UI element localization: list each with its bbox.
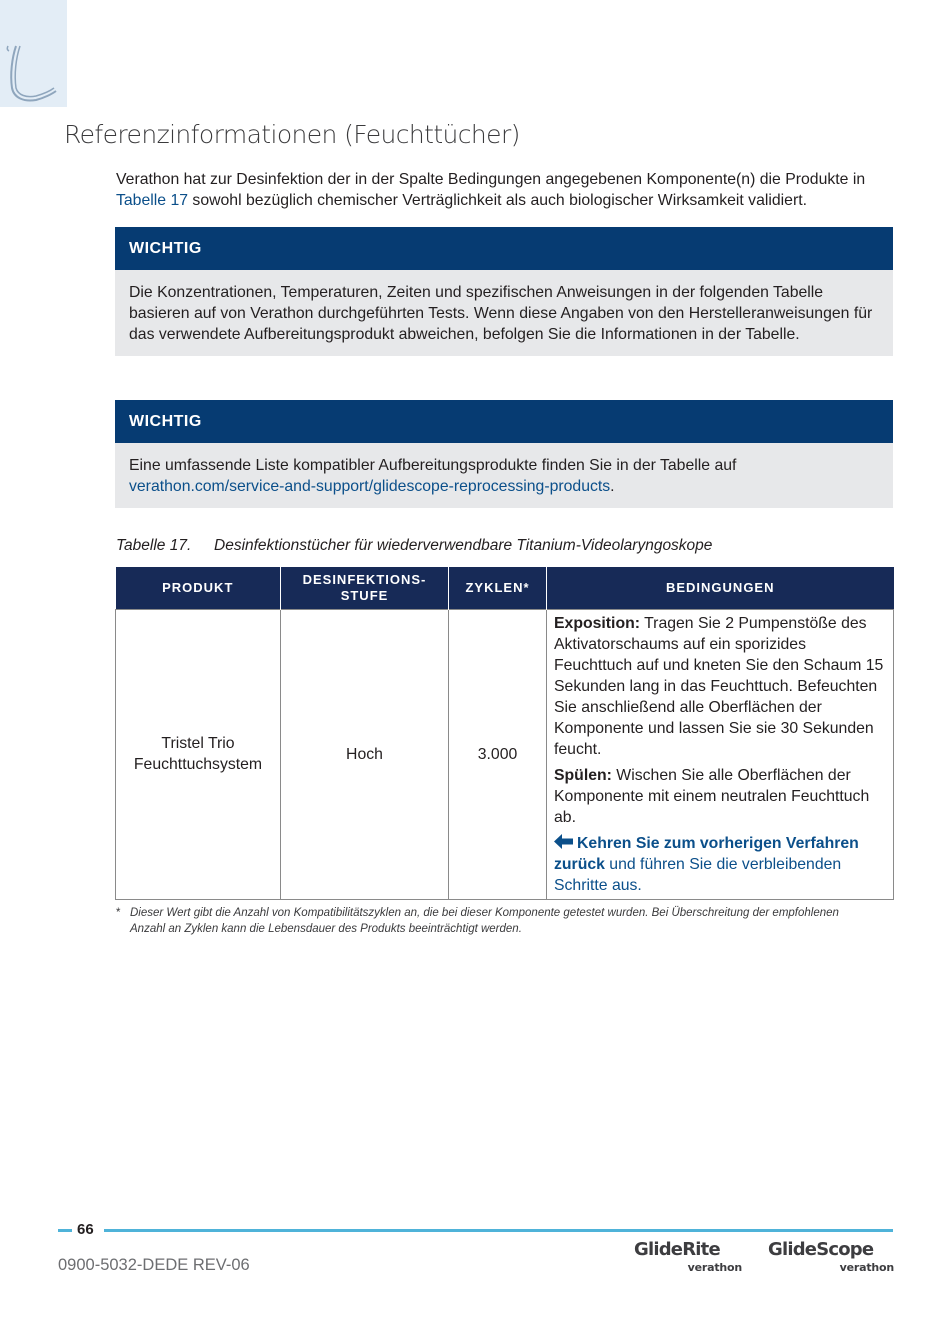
table-row — [116, 609, 894, 899]
notice-heading: WICHTIG — [115, 227, 893, 270]
notice-heading: WICHTIG — [115, 400, 893, 443]
header-cycles: ZYKLEN* — [449, 567, 547, 609]
important-notice — [115, 227, 893, 356]
disinfection-table — [115, 567, 894, 900]
table-footnote: * Dieser Wert gibt die Anzahl von Kompatibilitätszyklen an, die bei dieser Komponente getestet wurden. Bei Überschreitung der empfohlenen Anzahl an Zyklen kann die Lebensdauer des Produkts beeinträchtigt werden. — [116, 907, 839, 935]
intro-paragraph: Verathon hat zur Desinfektion der in der Spalte Bedingungen angegebenen Komponente(n) die Produkte in Tabelle 17 sowohl bezüglich chemischer Verträglichkeit als auch biologischer Wirksamkeit validiert. — [116, 171, 866, 209]
rinse-instruction: Spülen: Wischen Sie alle Oberflächen der Komponente mit einem neutralen Feuchttuch ab. — [554, 766, 870, 826]
table-link[interactable]: Tabelle 17 — [116, 192, 189, 209]
arrow-left-icon — [554, 834, 573, 849]
notice-body: Eine umfassende Liste kompatibler Aufbereitungsprodukte finden Sie in der Tabelle auf verathon.com/service-and-support/glidescope-reprocessing-products. — [115, 443, 893, 508]
cell-cycles: 3.000 — [449, 609, 547, 899]
reprocessing-products-link[interactable]: verathon.com/service-and-support/glidescope-reprocessing-products — [129, 478, 611, 495]
corner-tab — [0, 0, 67, 107]
header-level: DESINFEKTIONS- STUFE — [281, 567, 449, 609]
page-title: Referenzinformationen (Feuchttücher) — [64, 120, 520, 149]
glidescope-logo: GlideScope verathon — [768, 1239, 894, 1274]
notice-body: Die Konzentrationen, Temperaturen, Zeiten und spezifischen Anweisungen in der folgenden Tabelle basieren auf von Verathon durchgeführten Tests. Wenn diese Angaben von den Herstelleranweisungen für das verwendete Aufbereitungsprodukt abweichen, befolgen Sie die Informationen in der Tabelle. — [115, 270, 893, 356]
header-conditions: BEDINGUNGEN — [547, 567, 894, 609]
table-caption-number: Tabelle 17. — [116, 537, 192, 554]
exposure-instruction: Exposition: Tragen Sie 2 Pumpenstöße des Aktivatorschaums auf ein sporizides Feuchttuch auf und kneten Sie den Schaum 15 Sekunden lang in das Feuchttuch. Befeuchten Sie anschließend alle Oberflächen der Komponente und lassen Sie sie 30 Sekunden feucht. — [554, 614, 884, 758]
cell-product: Tristel Trio Feuchttuchsystem — [116, 609, 281, 899]
laryngoscope-blade-icon — [6, 44, 60, 104]
document-code: 0900-5032-DEDE REV-06 — [58, 1256, 250, 1274]
footer-rule — [104, 1229, 893, 1232]
table-caption-title: Desinfektionstücher für wiederverwendbare Titanium-Videolaryngoskope — [214, 537, 713, 554]
gliderite-logo: GlideRite verathon — [634, 1239, 742, 1274]
important-notice-2 — [115, 400, 893, 508]
return-link[interactable]: Kehren Sie zum vorherigen Verfahren zurück und führen Sie die verbleibenden Schritte aus. — [554, 834, 859, 894]
table-caption — [116, 537, 712, 555]
header-product: PRODUKT — [116, 567, 281, 609]
cell-level: Hoch — [281, 609, 449, 899]
page-number: 66 — [77, 1221, 94, 1238]
footer-rule-left — [58, 1229, 72, 1232]
cell-conditions — [547, 609, 894, 899]
